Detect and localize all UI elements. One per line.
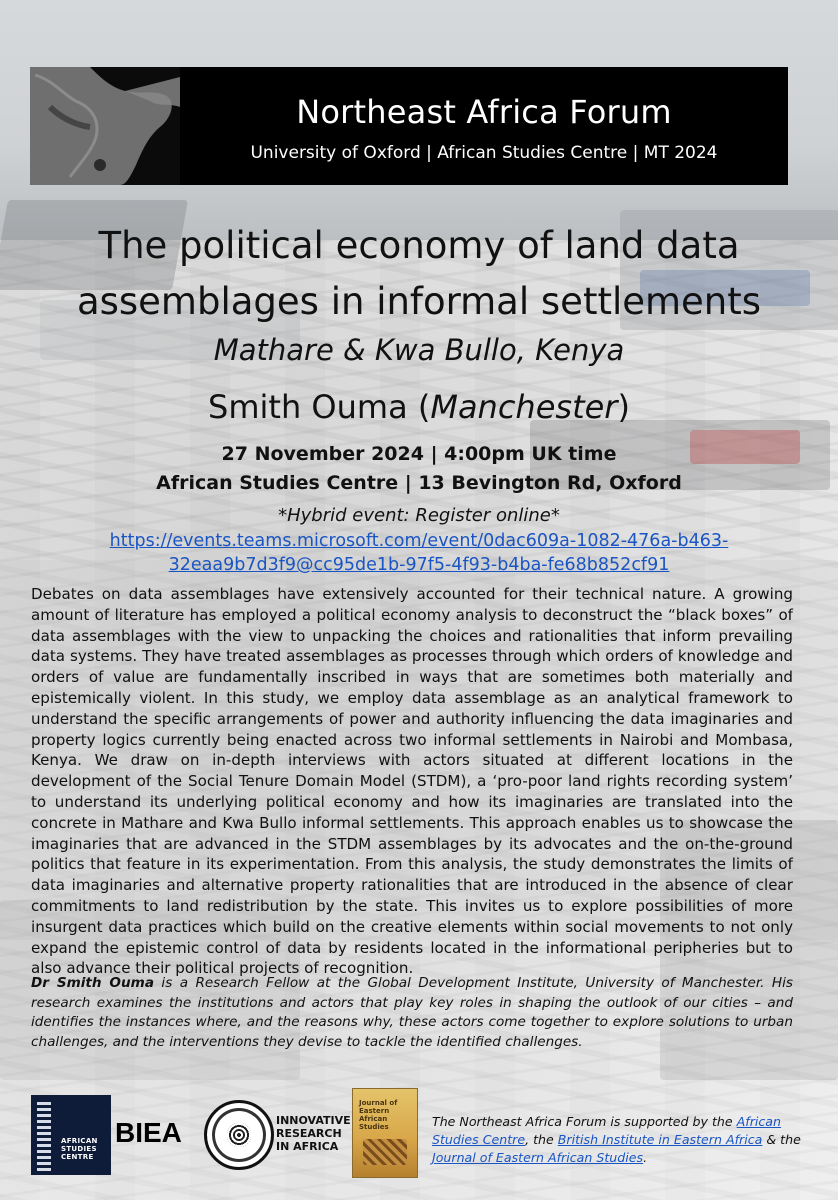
event-title bbox=[10, 218, 828, 330]
journal-link[interactable]: Journal of Eastern African Studies bbox=[432, 1150, 644, 1165]
journal-cover-art bbox=[363, 1139, 407, 1165]
registration-link-line[interactable]: https://events.teams.microsoft.com/event/0dac609a-1082-476a-b463- bbox=[109, 531, 729, 551]
support-text: . bbox=[643, 1150, 648, 1165]
abstract-text: Debates on data assemblages have extensively accounted for their technical nature. A growing amount of literature has employed a political economy analysis to deconstruct the “black boxes” of data assemblages with the view to unpacking the choices and rationalities that inform prevailing data systems. They have treated assemblages as processes through which orders of knowledge and orders of value are fundamentally inscribed in ways that are sometimes both materially and epistemically violent. In this study, we employ data assemblage as an analytical framework to understand the specific arrangements of power and authority influencing the data imaginaries and property logics currently being enacted across two informal settlements in Nairobi and Mombasa, Kenya. We draw on in-depth interviews with actors situated at different locations in the development of the Social Tenure Domain Model (STDM), a ‘pro-poor land rights recording system’ to understand its underlying political economy and how its imaginaries are translated into the concrete in Mathare and Kwa Bullo informal settlements. This approach enables us to showcase the imaginaries that are advanced in the STDM assemblages by its advocates and the on-the-ground politics that feature in its experimentation. From this analysis, the study demonstrates the limits of data imaginaries and alternative property rationalities that are introduced in the absence of clear commitments to land redistribution by the state. This invites us to explore possibilities of more insurgent data practices which build on the creative elements within social movements to not only expand the epistemic control of data by residents located in the informational peripheries but to also advance their political projects of recognition. bbox=[31, 585, 793, 978]
speaker-bio bbox=[31, 974, 793, 1052]
journal-cover-line: Journal of bbox=[359, 1099, 398, 1107]
speaker-close-paren: ) bbox=[617, 388, 630, 426]
ira-text-line: RESEARCH bbox=[276, 1127, 342, 1140]
asc-logo-text: AFRICAN STUDIES CENTRE bbox=[61, 1137, 98, 1161]
event-title-line: The political economy of land data bbox=[98, 224, 740, 267]
speaker-line bbox=[0, 388, 838, 426]
bio-name: Dr Smith Ouma bbox=[31, 975, 155, 991]
support-statement bbox=[432, 1113, 802, 1167]
biea-logo: BIEA bbox=[115, 1117, 182, 1148]
support-text: , the bbox=[525, 1132, 558, 1147]
east-africa-map-image bbox=[30, 67, 180, 185]
journal-cover-line: Eastern bbox=[359, 1107, 390, 1115]
journal-cover-image bbox=[352, 1088, 418, 1178]
forum-subtitle: University of Oxford | African Studies Centre | MT 2024 bbox=[250, 143, 718, 163]
registration-link-line[interactable]: 32eaa9b7d3f9@cc95de1b-97f5-4f93-b4ba-fe68b852cf91 bbox=[168, 555, 670, 575]
event-venue: African Studies Centre | 13 Bevington Rd, Oxford bbox=[156, 472, 682, 494]
support-text: & the bbox=[762, 1132, 801, 1147]
bio-text: is a Research Fellow at the Global Development Institute, University of Manchester. His research examines the institutions and actors that play key roles in shaping the outlook of our cities – and identifies the instances where, and the reasons why, these actors come together to explore solutions to urban challenges, and the interventions they devise to tackle the identified challenges. bbox=[31, 975, 793, 1050]
asc-logo-pattern bbox=[37, 1099, 51, 1171]
african-studies-centre-link[interactable]: African Studies Centre bbox=[432, 1114, 782, 1147]
ira-text-line: INNOVATIVE bbox=[276, 1114, 351, 1127]
ira-text-line: IN AFRICA bbox=[276, 1140, 339, 1153]
innovative-research-seal-icon bbox=[204, 1100, 274, 1170]
african-studies-centre-logo bbox=[31, 1095, 111, 1175]
event-title-line: assemblages in informal settlements bbox=[76, 280, 762, 323]
registration-link[interactable] bbox=[0, 529, 838, 577]
speaker-name: Smith Ouma ( bbox=[208, 388, 431, 426]
innovative-research-logo-text bbox=[276, 1114, 351, 1153]
event-subtitle: Mathare & Kwa Bullo, Kenya bbox=[213, 333, 625, 367]
event-datetime: 27 November 2024 | 4:00pm UK time bbox=[221, 443, 617, 465]
forum-title: Northeast Africa Forum bbox=[296, 93, 672, 131]
hybrid-note: *Hybrid event: Register online* bbox=[278, 505, 560, 526]
support-text: The Northeast Africa Forum is supported by the bbox=[432, 1114, 737, 1129]
journal-cover-text bbox=[359, 1099, 397, 1131]
journal-cover-line: Studies bbox=[359, 1123, 389, 1131]
forum-header-banner bbox=[30, 67, 788, 185]
biea-link[interactable]: British Institute in Eastern Africa bbox=[557, 1132, 763, 1147]
journal-cover-line: African bbox=[359, 1115, 388, 1123]
speaker-affiliation: Manchester bbox=[430, 388, 618, 426]
